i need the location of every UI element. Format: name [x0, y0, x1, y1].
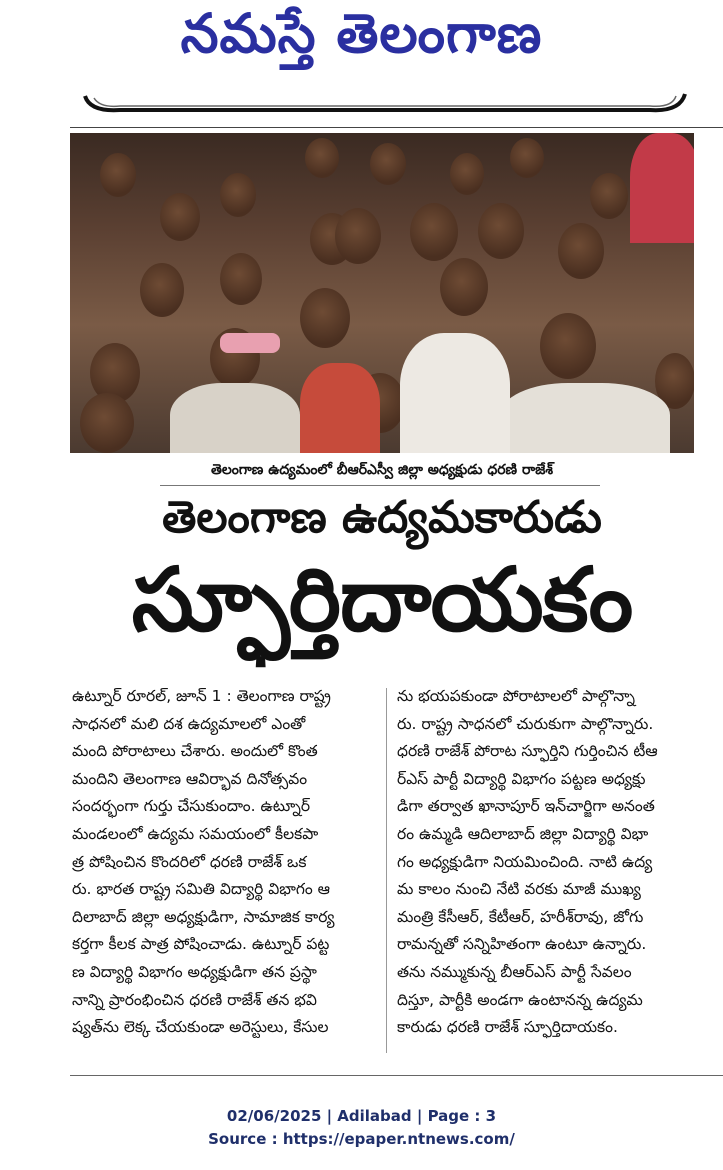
- text-line: త్ర పోషించిన కొందరిలో ధరణి రాజేశ్ ఒక: [72, 852, 307, 871]
- text-line: మండలంలో ఉద్యమ సమయంలో కీలకపా: [72, 824, 319, 843]
- footer-source-link[interactable]: Source : https://epaper.ntnews.com/: [208, 1130, 515, 1148]
- text-line: కారుడు ధరణి రాజేశ్ స్ఫూర్తిదాయకం.: [397, 1018, 618, 1037]
- text-line: దిస్తూ, పార్టీకి అండగా ఉంటానన్న ఉద్యమ: [397, 990, 643, 1009]
- text-line: ర్ఎస్ పార్టీ విద్యార్థి విభాగం పట్టణ అధ్యక్షు: [397, 769, 646, 788]
- text-line: కర్తగా కీలక పాత్ర పోషించాడు. ఉట్నూర్ పట్ట: [72, 935, 330, 954]
- text-line: డిగా తర్వాత ఖానాపూర్ ఇన్‌చార్జిగా అనంత: [397, 797, 655, 816]
- text-line: ఉట్నూర్ రూరల్, జూన్ 1 : తెలంగాణ రాష్ట్ర: [72, 687, 331, 705]
- footer-date-edition: 02/06/2025 | Adilabad | Page : 3: [226, 1107, 497, 1125]
- text-line: ధరణి రాజేశ్ పోరాట స్ఫూర్తిని గుర్తించిన టీఆ: [397, 742, 658, 761]
- text-line: ను భయపకుండా పోరాటాలలో పాల్గొన్నా: [397, 687, 636, 705]
- masthead-rule: [70, 127, 723, 128]
- text-line: సాధనలో మలి దశ ఉద్యమాలలో ఎంతో: [72, 714, 306, 733]
- column-divider: [386, 688, 387, 1053]
- text-line: నాన్ని ప్రారంభించిన ధరణి రాజేశ్ తన భవి: [72, 990, 317, 1009]
- newspaper-title: నమస్తే తెలంగాణ: [180, 2, 543, 65]
- article-column-right: [397, 683, 697, 1042]
- masthead-swoosh-ornament: [80, 88, 690, 118]
- text-line: సందర్భంగా గుర్తు చేసుకుందాం. ఉట్నూర్: [72, 797, 311, 816]
- text-line: ణ విద్యార్థి విభాగం అధ్యక్షుడిగా తన ప్రస్థా: [72, 962, 317, 981]
- article-column-left: [72, 683, 372, 1042]
- text-line: రు. రాష్ట్ర సాధనలో చురుకుగా పాల్గొన్నారు.: [397, 714, 654, 733]
- text-line: రం ఉమ్మడి ఆదిలాబాద్ జిల్లా విద్యార్థి విభా: [397, 824, 649, 843]
- text-line: మ కాలం నుంచి నేటి వరకు మాజీ ముఖ్య: [397, 880, 641, 899]
- text-line: ష్యత్‌ను లెక్క చేయకుండా అరెస్టులు, కేసుల: [72, 1018, 329, 1037]
- headline-main: స్ఫూర్తిదాయకం: [131, 548, 633, 651]
- text-line: రు. భారత రాష్ట్ర సమితి విద్యార్థి విభాగం ఆ: [72, 880, 331, 899]
- text-line: తను నమ్ముకున్న బీఆర్ఎస్ పార్టీ సేవలం: [397, 962, 632, 981]
- text-line: మందిని తెలంగాణ ఆవిర్భావ దినోత్సవం: [72, 769, 308, 788]
- text-line: దిలాబాద్ జిల్లా అధ్యక్షుడిగా, సామాజిక కార్య: [72, 907, 335, 926]
- text-line: మంత్రి కేసీఆర్, కేటీఆర్, హరీశ్‌రావు, జోగు: [397, 907, 644, 926]
- caption-rule: [160, 485, 600, 486]
- text-line: రామన్నతో సన్నిహితంగా ఉంటూ ఉన్నారు.: [397, 935, 647, 954]
- photo-caption: తెలంగాణ ఉద్యమంలో బీఆర్ఎస్వీ జిల్లా అధ్యక్షుడు ధరణి రాజేశ్: [210, 462, 554, 478]
- text-line: గం అధ్యక్షుడిగా నియమించింది. నాటి ఉద్య: [397, 852, 653, 871]
- headline-kicker: తెలంగాణ ఉద్యమకారుడు: [162, 492, 602, 543]
- crowd-photo: [70, 133, 694, 453]
- text-line: మంది పోరాటాలు చేశారు. అందులో కొంత: [72, 742, 318, 761]
- masthead: [0, 0, 723, 125]
- article-bottom-rule: [70, 1075, 723, 1076]
